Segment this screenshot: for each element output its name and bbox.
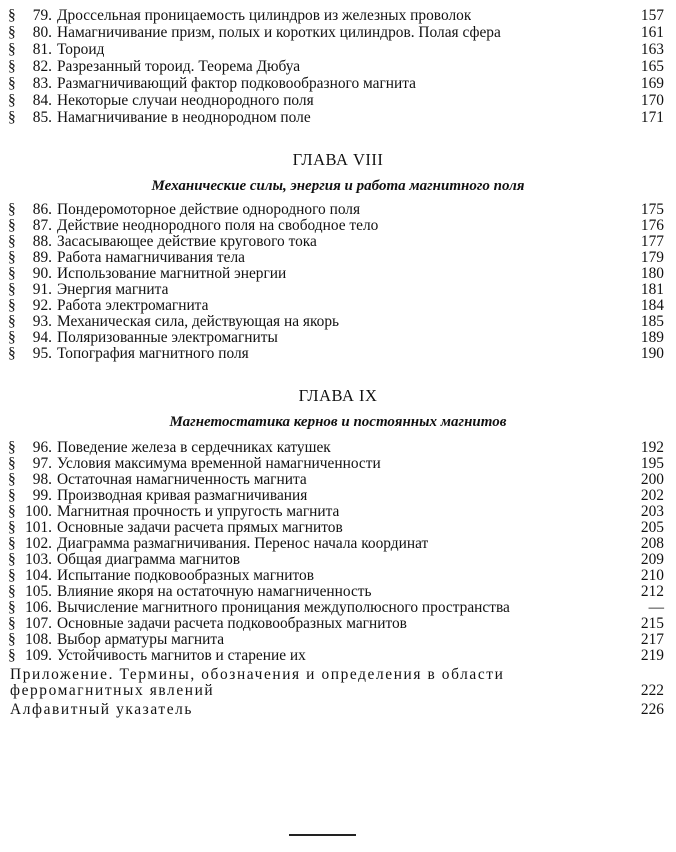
entry-number: 80. (32, 24, 52, 41)
entry-title: Пондеромоторное действие однородного поля (57, 202, 361, 218)
section-sign: § (8, 439, 16, 456)
toc-entry-102[interactable] (8, 536, 664, 552)
entry-title: Работа намагничивания тела (57, 250, 245, 266)
entry-title: Дроссельная проницаемость цилиндров из железных проволок (57, 8, 472, 24)
entry-number: 89. (32, 249, 52, 266)
entry-title: Основные задачи расчета прямых магнитов (57, 520, 343, 536)
dot-leader (244, 552, 624, 568)
entry-page: 209 (640, 551, 664, 568)
chapter-8-subtitle: Механические силы, энергия и работа магнитного поля (151, 178, 525, 194)
entry-page: 195 (640, 455, 664, 472)
dot-leader (310, 648, 624, 664)
section-sign: § (8, 567, 16, 584)
section-sign: § (8, 329, 16, 346)
entry-page: 176 (640, 217, 664, 234)
entry-title: Основные задачи расчета подковообразных магнитов (57, 616, 407, 632)
dot-leader (321, 234, 624, 250)
chapter-8-heading: ГЛАВА VIII (292, 150, 384, 169)
entry-number: 99. (32, 487, 52, 504)
section-sign: § (8, 92, 16, 109)
dot-leader (382, 218, 624, 234)
entry-title: Работа электромагнита (57, 298, 209, 314)
entry-title: Алфавитный указатель (10, 702, 194, 718)
entry-number: 103. (25, 551, 52, 568)
entry-number: 83. (32, 75, 52, 92)
section-sign: § (8, 297, 16, 314)
dot-leader (212, 298, 624, 314)
toc-entry-105[interactable] (8, 584, 664, 600)
entry-title: Испытание подковообразных магнитов (57, 568, 314, 584)
entry-page: 170 (640, 92, 664, 109)
entry-page: 169 (640, 75, 664, 92)
entry-page: 202 (640, 487, 664, 504)
section-sign: § (8, 487, 16, 504)
dot-leader (514, 600, 624, 616)
entry-page: 200 (640, 471, 664, 488)
toc-entry-appendix[interactable] (8, 665, 664, 699)
toc-entry-92[interactable] (8, 298, 664, 314)
dot-leader (432, 536, 624, 552)
entry-page: 217 (640, 631, 664, 648)
entry-page: 210 (640, 567, 664, 584)
toc-entry-89[interactable] (8, 250, 664, 266)
entry-page: 226 (640, 701, 664, 718)
section-sign: § (8, 313, 16, 330)
entry-page: 205 (640, 519, 664, 536)
entry-title: Использование магнитной энергии (57, 266, 287, 282)
section-sign: § (8, 583, 16, 600)
toc-entry-87[interactable] (8, 218, 664, 234)
entry-page: 189 (640, 329, 664, 346)
section-sign: § (8, 58, 16, 75)
section-sign: § (8, 217, 16, 234)
entry-page: 208 (640, 535, 664, 552)
toc-entry-86[interactable] (8, 202, 664, 218)
entry-number: 105. (25, 583, 52, 600)
entry-page: 157 (640, 7, 664, 24)
toc-entry-84[interactable] (8, 93, 664, 109)
section-sign: § (8, 249, 16, 266)
entry-title: Влияние якоря на остаточную намагниченность (57, 584, 372, 600)
dot-leader (343, 504, 624, 520)
entry-title: Поведение железа в сердечниках катушек (57, 440, 331, 456)
dot-leader (197, 702, 624, 718)
entry-page: 175 (640, 201, 664, 218)
dot-leader (318, 93, 624, 109)
entry-number: 86. (32, 201, 52, 218)
toc-entry-104[interactable] (8, 568, 664, 584)
entry-title: Механическая сила, действующая на якорь (57, 314, 340, 330)
section-sign: § (8, 281, 16, 298)
entry-number: 106. (25, 599, 52, 616)
dot-leader (420, 76, 624, 92)
toc-entry-96[interactable] (8, 440, 664, 456)
entry-number: 93. (32, 313, 52, 330)
entry-title: Вычисление магнитного проницания междуполюсного пространства (57, 600, 510, 616)
section-sign: § (8, 503, 16, 520)
entry-number: 81. (32, 41, 52, 58)
entry-title: Условия максимума временной намагниченности (57, 456, 381, 472)
entry-page: 222 (640, 682, 664, 699)
entry-number: 102. (25, 535, 52, 552)
entry-title: Разрезанный тороид. Теорема Дюбуа (57, 59, 301, 75)
dot-leader (411, 616, 624, 632)
entry-page: 177 (640, 233, 664, 250)
toc-entry-106[interactable] (8, 600, 664, 616)
entry-page: 215 (640, 615, 664, 632)
entry-title: Устойчивость магнитов и старение их (57, 648, 306, 664)
entry-title: Энергия магнита (57, 282, 169, 298)
entry-page: 219 (640, 647, 664, 664)
section-sign: § (8, 24, 16, 41)
entry-page: 190 (640, 345, 664, 362)
section-sign: § (8, 345, 16, 362)
toc-entry-103[interactable] (8, 552, 664, 568)
entry-number: 107. (25, 615, 52, 632)
dot-leader (505, 25, 624, 41)
entry-title: Размагничивающий фактор подковообразного магнита (57, 76, 416, 92)
dot-leader (172, 282, 624, 298)
entry-page: — (648, 599, 664, 616)
toc-entry-94[interactable] (8, 330, 664, 346)
dot-leader (290, 266, 624, 282)
dot-leader (364, 202, 624, 218)
entry-number: 109. (25, 647, 52, 664)
entry-number: 84. (32, 92, 52, 109)
section-sign: § (8, 647, 16, 664)
dot-leader (315, 110, 624, 126)
entry-number: 94. (32, 329, 52, 346)
entry-title: Поляризованные электромагниты (57, 330, 278, 346)
entry-number: 101. (25, 519, 52, 536)
entry-number: 104. (25, 567, 52, 584)
dot-leader (304, 59, 624, 75)
entry-page: 165 (640, 58, 664, 75)
entry-title: Топография магнитного поля (57, 346, 249, 362)
entry-title: Намагничивание призм, полых и коротких цилиндров. Полая сфера (57, 25, 501, 41)
entry-title: Засасывающее действие кругового тока (57, 234, 317, 250)
toc-entry-109[interactable] (8, 648, 664, 664)
entry-page: 171 (640, 109, 664, 126)
entry-title: Общая диаграмма магнитов (57, 552, 241, 568)
section-sign: § (8, 7, 16, 24)
toc-entry-99[interactable] (8, 488, 664, 504)
entry-number: 90. (32, 265, 52, 282)
section-sign: § (8, 233, 16, 250)
toc-entry-100[interactable] (8, 504, 664, 520)
entry-number: 108. (25, 631, 52, 648)
chapter-9-subtitle: Магнетостатика кернов и постоянных магнитов (169, 414, 507, 430)
entry-title: Приложение. Термины, обозначения и определения в области ферромагнитных явлений (10, 667, 505, 699)
entry-number: 95. (32, 345, 52, 362)
entry-page: 179 (640, 249, 664, 266)
entry-page: 163 (640, 41, 664, 58)
entry-title: Остаточная намагниченность магнита (57, 472, 307, 488)
toc-entry-83[interactable] (8, 76, 664, 92)
entry-page: 181 (640, 281, 664, 298)
dot-leader (318, 568, 624, 584)
dot-leader (475, 8, 624, 24)
entry-number: 92. (32, 297, 52, 314)
toc-entry-91[interactable] (8, 282, 664, 298)
section-sign: § (8, 471, 16, 488)
toc-entry-81[interactable] (8, 42, 664, 58)
bottom-rule-divider (289, 834, 356, 836)
entry-title: Выбор арматуры магнита (57, 632, 225, 648)
toc-entry-79[interactable] (8, 8, 664, 24)
toc-entry-82[interactable] (8, 59, 664, 75)
entry-title: Производная кривая размагничивания (57, 488, 308, 504)
dot-leader (249, 250, 624, 266)
entry-title: Тороид (57, 42, 105, 58)
entry-number: 85. (32, 109, 52, 126)
dot-leader (385, 456, 624, 472)
toc-entry-index[interactable] (8, 702, 664, 718)
toc-entry-90[interactable] (8, 266, 664, 282)
entry-page: 212 (640, 583, 664, 600)
section-sign: § (8, 519, 16, 536)
entry-title: Магнитная прочность и упругость магнита (57, 504, 340, 520)
section-sign: § (8, 631, 16, 648)
section-sign: § (8, 599, 16, 616)
entry-number: 87. (32, 217, 52, 234)
entry-number: 82. (32, 58, 52, 75)
section-sign: § (8, 41, 16, 58)
section-sign: § (8, 109, 16, 126)
dot-leader (343, 314, 624, 330)
section-sign: § (8, 551, 16, 568)
dot-leader (347, 520, 624, 536)
entry-number: 88. (32, 233, 52, 250)
entry-page: 203 (640, 503, 664, 520)
entry-page: 192 (640, 439, 664, 456)
section-sign: § (8, 615, 16, 632)
entry-page: 184 (640, 297, 664, 314)
section-sign: § (8, 535, 16, 552)
entry-title: Намагничивание в неоднородном поле (57, 110, 311, 126)
section-sign: § (8, 75, 16, 92)
toc-entry-108[interactable] (8, 632, 664, 648)
dot-leader (253, 346, 624, 362)
entry-number: 100. (25, 503, 52, 520)
entry-page: 185 (640, 313, 664, 330)
entry-number: 91. (32, 281, 52, 298)
toc-entry-88[interactable] (8, 234, 664, 250)
entry-title: Действие неоднородного поля на свободное тело (57, 218, 379, 234)
entry-number: 97. (32, 455, 52, 472)
dot-leader (335, 440, 624, 456)
toc-entry-101[interactable] (8, 520, 664, 536)
entry-number: 79. (32, 7, 52, 24)
toc-entry-107[interactable] (8, 616, 664, 632)
dot-leader (311, 488, 624, 504)
section-sign: § (8, 265, 16, 282)
dot-leader (228, 632, 624, 648)
toc-entry-85[interactable] (8, 110, 664, 126)
entry-page: 180 (640, 265, 664, 282)
section-sign: § (8, 455, 16, 472)
toc-entry-95[interactable] (8, 346, 664, 362)
entry-number: 96. (32, 439, 52, 456)
dot-leader (282, 330, 624, 346)
toc-entry-93[interactable] (8, 314, 664, 330)
entry-number: 98. (32, 471, 52, 488)
dot-leader (108, 42, 624, 58)
dot-leader (376, 584, 624, 600)
chapter-9-heading: ГЛАВА IX (298, 386, 378, 405)
dot-leader (311, 472, 624, 488)
toc-entry-97[interactable] (8, 456, 664, 472)
section-sign: § (8, 201, 16, 218)
entry-title: Диаграмма размагничивания. Перенос начала координат (57, 536, 429, 552)
entry-title: Некоторые случаи неоднородного поля (57, 93, 314, 109)
toc-entry-80[interactable] (8, 25, 664, 41)
entry-page: 161 (640, 24, 664, 41)
toc-entry-98[interactable] (8, 472, 664, 488)
